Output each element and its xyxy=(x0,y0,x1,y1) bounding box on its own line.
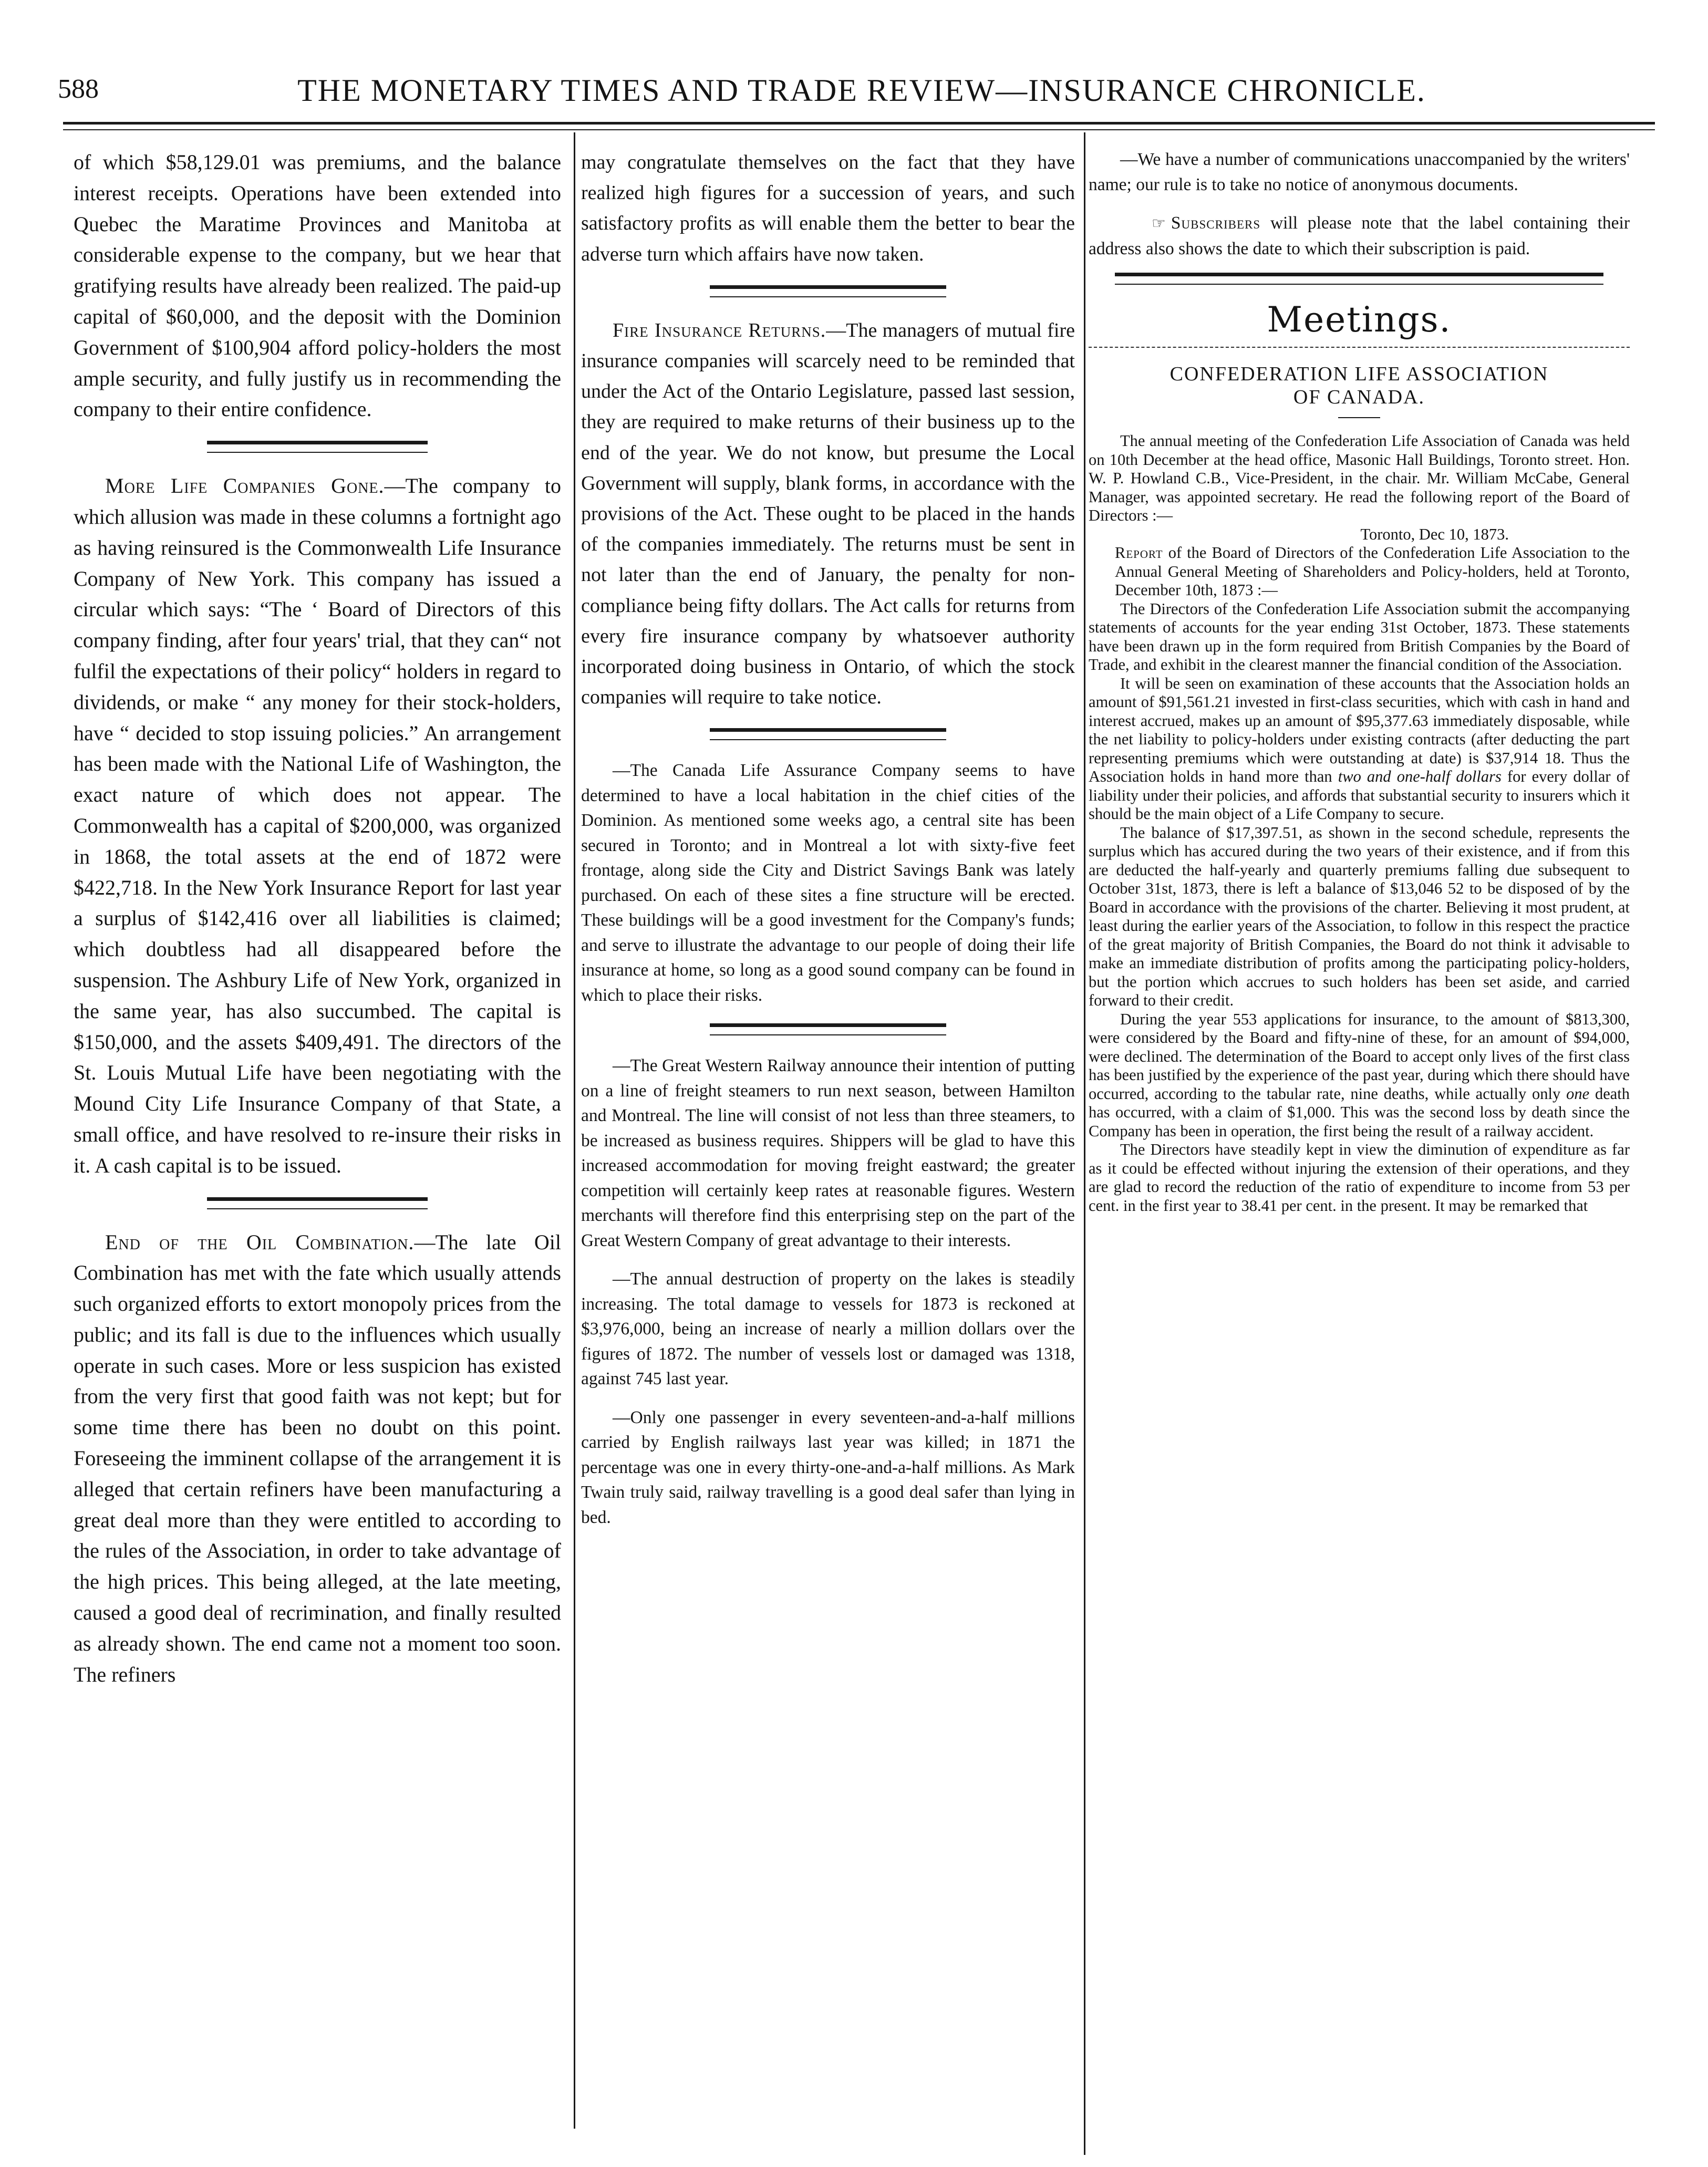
column-divider-2 xyxy=(1084,132,1085,2155)
column-2 xyxy=(581,147,1075,1530)
col2-paragraph-5: —The annual destruction of property on the lakes is steadily increasing. The total damage to vessels for 1873 is reckoned at $3,976,000, being an increase of nearly a million dollars over the figures of 1872. The number of vessels lost or damaged was 1318, against 745 last year. xyxy=(581,1269,1075,1389)
col1-paragraph-3-text: —The late Oil Combination has met with the fate which usually attends such organized efforts to extort monopoly prices from the public; and its fall is due to the influences which usually operate in such cases. More or less suspicion has existed from the very first that good faith was not kept; but for some time there has been no doubt on this point. Foreseeing the imminent collapse of the arrangement it is alleged that certain refiners have been manufacturing a great deal more than they were entitled to according to the rules of the Association, in order to take advantage of the high prices. This being alleged, at the late meeting, caused a good deal of recrimination, and finally resulted as already shown. The end came not a moment too soon. The refiners xyxy=(74,1230,561,1686)
col2-paragraph-4: —The Great Western Railway announce their intention of putting on a line of freight steamers to run next season, between Hamilton and Montreal. The line will consist of not less than three steamers, to be increased as business requires. Shippers will be glad to have this increased accommodation for moving freight eastward; the greater competition will certainly keep rates at reasonable figures. Western merchants will therefore find this enterprising step on the part of the Great Western Company of great advantage to their interests. xyxy=(581,1056,1075,1250)
meeting-paragraph-4: The balance of $17,397.51, as shown in the second schedule, represents the surplus which has accured during the two years of their existence, and if from this are deducted the half-yearly and quarterly premiums falling due subsequent to October 31st, 1873, there is left a balance of $13,046 52 to be disposed of by the Board in accordance with the provisions of the charter. Believing it most prudent, at least during the earlier years of the Association, to follow in this respect the practice of the great majority of British Companies, the Board do not think it advisable to make an immediate distribution of profits among the participating policy-holders, but the portion which accrues to such holders has been set aside, and carried forward to their credit. xyxy=(1089,823,1630,1009)
meeting-paragraph-3 xyxy=(1089,675,1630,824)
meeting-dateline: Toronto, Dec 10, 1873. xyxy=(1360,525,1509,543)
meeting-paragraph-2: The Directors of the Confederation Life Association submit the accompanying statements of accounts for the year ending 31st October, 1873. These statements have been drawn up in the form required from British Companies by the Board of Trade, and exhibit in the clearest manner the financial condition of the Association. xyxy=(1089,599,1630,673)
subscribers-lead: Subscribers xyxy=(1171,213,1261,233)
short-rule xyxy=(1338,417,1380,418)
section-heading: More Life Companies Gone. xyxy=(105,474,385,498)
meeting-paragraph-1: The annual meeting of the Confederation Life Association of Canada was held on 10th December at the head office, Masonic Hall Buildings, Toronto street. Hon. W. P. Howland C.B., Vice-President, in the chair. Mr. William McCabe, General Manager, was appointed secretary. He read the following report of the Board of Directors :— xyxy=(1089,432,1630,524)
column-divider-1 xyxy=(574,132,575,2129)
col1-paragraph-1: of which $58,129.01 was premiums, and the balance interest receipts. Operations have been extended into Quebec the Maratime Provinces and Manitoba at considerable expense to the company, but we hear that gratifying results have already been realized. The paid-up capital of $60,000, and the deposit with the Dominion Government of $100,904 afford policy-holders the most ample security, and fully justify us in recommending the company to their entire confidence. xyxy=(74,150,561,421)
section-separator xyxy=(207,1197,428,1209)
meeting-paragraph-5-a: During the year 553 applications for insurance, to the amount of $813,300, were considered by the Board and fifty-nine of these, for an amount of $94,000, were declined. The determination of the Board to accept only lives of the first class has been justified by the experience of the past year, during which there should have occurred, according to the tabular rate, nine deaths, while actually only xyxy=(1089,1010,1630,1103)
col3-paragraph-2 xyxy=(1089,211,1630,261)
meeting-paragraph-3-a: It will be seen on examination of these accounts that the Association holds an amount of $91,561.21 invested in first-class securities, which with cash in hand and interest accrued, makes up an amount of $95,377.63 immediately disposable, while the net liability to policy-holders under existing contracts (after deducting the part representing premiums which were outstanding at date) is $37,914 18. Thus the Association holds in hand more than xyxy=(1089,674,1630,785)
section-separator xyxy=(710,728,946,740)
page-number: 588 xyxy=(58,74,99,104)
section-separator xyxy=(1115,273,1603,285)
wavy-rule xyxy=(1089,347,1630,353)
meeting-paragraph-6: The Directors have steadily kept in view the diminution of expenditure as far as it could be effected without injuring the extension of their operations, and they are glad to record the reduction of the ratio of expenditure to income from 53 per cent. in the first year to 38.41 per cent. in the present. It may be remarked that xyxy=(1089,1140,1630,1215)
section-separator xyxy=(710,285,946,297)
meeting-paragraph-3-b: for every dollar of liability under their policies, and affords that substantial security to insurers which it should be the main object of a Life Company to secure. xyxy=(1089,768,1630,823)
col2-paragraph-2-text: —The managers of mutual fire insurance companies will scarcely need to be reminded that under the Act of the Ontario Legislature, passed last session, they are required to make returns of their business up to the end of the year. We do not know, but presume the Local Government will supply, blank forms, in accordance with the provisions of the Act. These ought to be placed in the hands of the companies immediately. The returns must be sent in not later than the end of January, the penalty for non-compliance being fifty dollars. The Act calls for returns from every fire insurance company by whatsoever authority incorporated doing business in Ontario, of which the stock companies will require to take notice. xyxy=(581,319,1075,709)
meeting-paragraph-5-b: death has occurred, with a claim of $1,000. This was the second loss by death since the Company has been in operation, the first being the result of a railway accident. xyxy=(1089,1084,1630,1140)
pointing-hand-icon: ☞ xyxy=(1152,215,1166,232)
meeting-paragraph-5 xyxy=(1089,1010,1630,1141)
running-head-title: THE MONETARY TIMES AND TRADE REVIEW—INSURANCE CHRONICLE. xyxy=(297,73,1426,108)
header-rule-thick xyxy=(63,122,1655,125)
report-intro-text: of the Board of Directors of the Confederation Life Association to the Annual General Meeting of Shareholders and Policy-holders, held at Toronto, December 10th, 1873 :— xyxy=(1115,544,1630,599)
meeting-title-line-1: CONFEDERATION LIFE ASSOCIATION xyxy=(1169,363,1549,385)
meeting-report-intro xyxy=(1115,544,1630,600)
column-3 xyxy=(1089,147,1630,1215)
section-separator xyxy=(710,1023,946,1035)
col2-paragraph-2 xyxy=(581,315,1075,713)
section-separator xyxy=(207,441,428,453)
meeting-paragraph-3-italic: two and one-half dollars xyxy=(1338,768,1502,785)
meeting-paragraph-5-italic: one xyxy=(1566,1084,1590,1103)
header-rule-thin xyxy=(63,129,1655,130)
col1-paragraph-3 xyxy=(74,1227,561,1691)
section-heading: End of the Oil Combination. xyxy=(105,1230,415,1254)
section-heading: Fire Insurance Returns. xyxy=(613,319,826,341)
col1-paragraph-2-text: —The company to which allusion was made in these columns a fortnight ago as having reinsured is the Commonwealth Life Insurance Company of New York. This company has issued a circular which says: “The ‘ Board of Directors of this company finding, after four years' trial, that they can“ not fulfil the expectations of their policy“ holders in regard to dividends, or make “ any money for their stock-holders, have “ decided to stop issuing policies.” An arrangement has been made with the National Life of Washington, the exact nature of which does not appear. The Commonwealth has a capital of $200,000, was organized in 1868, the total assets at the end of 1872 were $422,718. In the New York Insurance Report for last year a surplus of $142,416 over all liabilities is claimed; which doubtless had all disappeared before the suspension. The Ashbury Life of New York, organized in the same year, has also succumbed. The capital is $150,000, and the assets $409,491. The directors of the St. Louis Mutual Life have been negotiating with the Mound City Life Insurance Company of that State, a small office, and have resolved to re-insure their risks in it. A cash capital is to be issued. xyxy=(74,474,561,1177)
col1-paragraph-2 xyxy=(74,471,561,1181)
col3-paragraph-2-text: will please note that the label containing their address also shows the date to which their subscription is paid. xyxy=(1089,213,1630,258)
meeting-title-line-2: OF CANADA. xyxy=(1293,386,1425,408)
column-1 xyxy=(74,147,561,1690)
col2-paragraph-1: may congratulate themselves on the fact that they have realized high figures for a succession of years, and such satisfactory profits as will enable them the better to bear the adverse turn which affairs have now taken. xyxy=(581,151,1075,265)
col2-paragraph-3: —The Canada Life Assurance Company seems to have determined to have a local habitation in the chief cities of the Dominion. As mentioned some weeks ago, a central site has been secured in Toronto; and in Montreal a lot with sixty-five feet frontage, along side the City and District Savings Bank was lately purchased. On each of these sites a fine structure will be erected. These buildings will be a good investment for the Company's funds; and serve to illustrate the advantage to our people of doing their life insurance at home, so long as a good sound company can be found in which to place their risks. xyxy=(581,761,1075,1005)
meetings-heading: Meetings. xyxy=(1267,299,1452,340)
col2-paragraph-6: —Only one passenger in every seventeen-and-a-half millions carried by English railways last year was killed; in 1871 the percentage was one in every thirty-one-and-a-half millions. As Mark Twain truly said, railway travelling is a good deal safer than lying in bed. xyxy=(581,1407,1075,1527)
col3-paragraph-1: —We have a number of communications unaccompanied by the writers' name; our rule is to take no notice of anonymous documents. xyxy=(1089,150,1630,194)
report-lead: Report xyxy=(1115,544,1163,562)
